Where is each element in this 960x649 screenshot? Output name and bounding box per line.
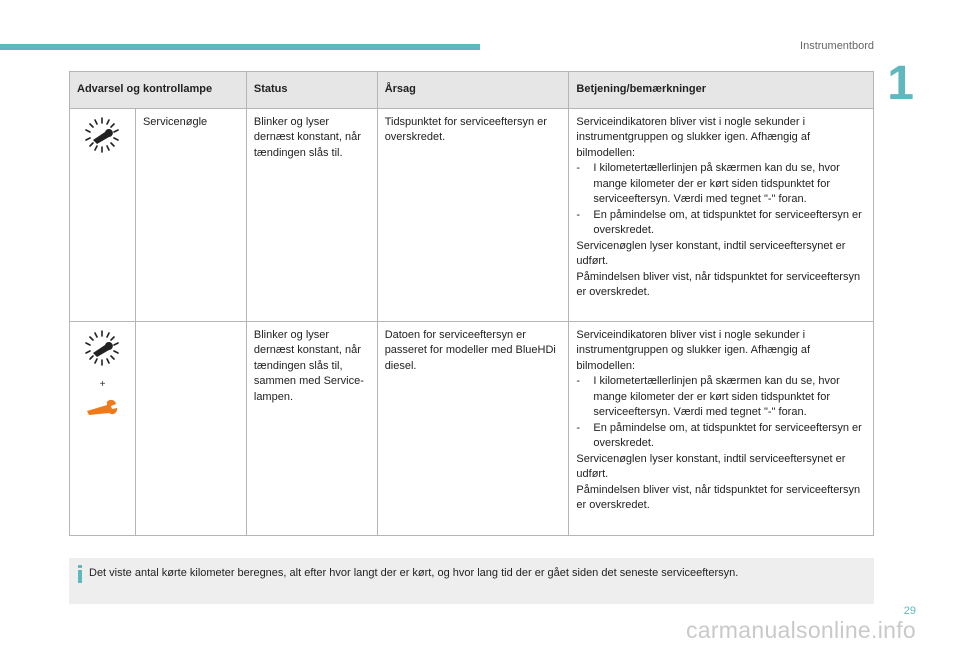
notes-paragraph: Servicenøglen lyser konstant, indtil serviceeftersynet er udført. [576,239,846,267]
info-note [69,558,874,604]
lamp-name [135,321,246,535]
list-item-text: En påmindelse om, at tidspunktet for serviceeftersyn er overskredet. [593,421,862,449]
wrench-icon [85,399,119,417]
column-header-lamp: Advarsel og kontrollampe [70,72,247,109]
list-item [576,374,866,421]
list-item-text: I kilometertællerlinjen på skærmen kan du se, hvor mange kilometer der er kørt siden tidspunktet for serviceeftersyn. Værdi med tegnet "-" foran. [593,375,840,418]
icon-cell [70,321,136,535]
list-item [576,421,866,452]
warning-lamp-table [69,71,874,536]
bullet-dash: - [576,421,581,434]
cause-text: Tidspunktet for serviceeftersyn er overskredet. [377,108,569,321]
watermark: carmanualsonline.info [685,617,916,643]
notes-cell [569,321,874,535]
list-item-text: En påmindelse om, at tidspunktet for serviceeftersyn er overskredet. [593,208,862,236]
bullet-dash: - [576,162,581,174]
wrench-rays-icon [82,328,122,368]
lamp-name: Servicenøgle [135,108,246,321]
column-header-cause: Årsag [377,72,569,109]
notes-paragraph: Påmindelsen bliver vist, når tidspunktet for serviceeftersyn er overskredet. [576,483,861,511]
list-item-text: I kilometertællerlinjen på skærmen kan du se, hvor mange kilometer der er kørt siden tidspunktet for serviceeftersyn. Værdi med tegnet "-" foran. [593,162,840,205]
notes-intro: Serviceindikatoren bliver vist i nogle sekunder i instrumentgruppen og slukker igen. Afhængig af bilmodellen: [576,115,810,159]
section-title: Instrumentbord [800,40,874,52]
table-header-row [70,72,874,109]
info-icon [77,565,83,583]
icon-cell [70,108,136,321]
plus-sign: + [99,379,106,390]
notes-cell [569,108,874,321]
status-text: Blinker og lyser dernæst konstant, når tændingen slås til. [246,108,377,321]
column-header-notes: Betjening/bemærkninger [569,72,874,109]
bullet-dash: - [576,208,581,221]
notes-paragraph: Påmindelsen bliver vist, når tidspunktet for serviceeftersyn er overskredet. [576,270,861,298]
notes-intro: Serviceindikatoren bliver vist i nogle sekunder i instrumentgruppen og slukker igen. Afhængig af bilmodellen: [576,328,810,372]
table-row [70,321,874,535]
notes-paragraph: Servicenøglen lyser konstant, indtil serviceeftersynet er udført. [576,452,846,480]
column-header-status: Status [246,72,377,109]
header-accent-bar [0,44,480,50]
list-item [576,208,866,239]
wrench-rays-icon [82,115,122,155]
page-number: 29 [903,605,916,617]
info-note-text: Det viste antal kørte kilometer beregnes, alt efter hvor langt der er kørt, og hvor lang tid der er gået siden det seneste serviceeftersyn. [89,567,739,579]
cause-text: Datoen for serviceeftersyn er passeret for modeller med BlueHDi diesel. [377,321,569,535]
status-text: Blinker og lyser dernæst konstant, når tændingen slås til, sammen med Service-lampen. [246,321,377,535]
list-item [576,161,866,208]
bullet-dash: - [576,375,581,387]
chapter-number: 1 [887,57,914,110]
table-row [70,108,874,321]
